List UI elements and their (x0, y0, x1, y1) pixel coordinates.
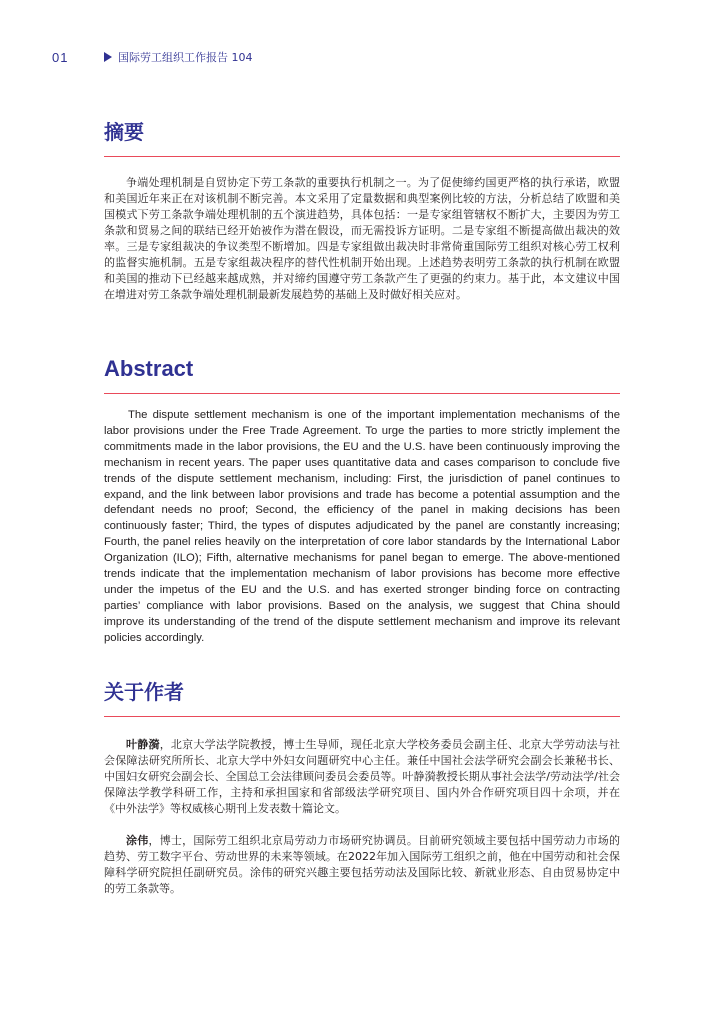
abstract-en-title: Abstract (104, 356, 194, 381)
abstract-zh-title: 摘要 (104, 120, 144, 144)
author-bio (104, 737, 620, 817)
abstract-zh-body: 争端处理机制是自贸协定下劳工条款的重要执行机制之一。为了促使缔约国更严格的执行承诺，欧盟和美国近年来正在对该机制不断完善。本文采用了定量数据和典型案例比较的方法，分析总结了欧盟和美国模式下劳工条款争端处理机制的五个演进趋势，具体包括：一是专家组管辖权不断扩大，主要因为劳工条款和贸易之间的联结已经开始被作为潜在假设，而无需投诉方证明。二是专家组不断提高做出裁决的效率。三是专家组裁决的争议类型不断增加。四是专家组做出裁决时非常倚重国际劳工组织对核心劳工权利的监督实施机制。五是专家组裁决程序的替代性机制开始出现。上述趋势表明劳工条款的执行机制在欧盟和美国的推动下已经越来越成熟，并对缔约国遵守劳工条款产生了更强的约束力。基于此，本文建议中国在增进对劳工条款争端处理机制最新发展趋势的基础上及时做好相关应对。 (104, 176, 620, 301)
section-divider (104, 156, 620, 157)
author-name: 叶静漪 (126, 738, 160, 751)
authors-section (104, 678, 620, 897)
page-number: 01 (52, 49, 69, 65)
abstract-zh-section (104, 118, 620, 303)
author-name: 涂伟 (126, 834, 149, 847)
abstract-en-section (104, 355, 620, 647)
triangle-bullet-icon (104, 52, 112, 62)
section-divider (104, 716, 620, 717)
authors-title: 关于作者 (104, 680, 184, 704)
author-bio-text: ，博士，国际劳工组织北京局劳动力市场研究协调员。目前研究领域主要包括中国劳动力市场的趋势、劳工数字平台、劳动世界的未来等领域。在2022年加入国际劳工组织之前，他在中国劳动和社会保障科学研究院担任副研究员。涂伟的研究兴趣主要包括劳动法及国际比较、新就业形态、自由贸易协定中的劳工条款等。 (104, 834, 621, 895)
running-header (52, 48, 253, 66)
running-title: 国际劳工组织工作报告 104 (118, 51, 253, 64)
author-bio-text: ，北京大学法学院教授，博士生导师，现任北京大学校务委员会副主任、北京大学劳动法与社会保障法研究所所长、北京大学中外妇女问题研究中心主任。兼任中国社会法学研究会副会长兼秘书长、中国妇女研究会副会长、全国总工会法律顾问委员会委员等。叶静漪教授长期从事社会法学/劳动法学/社会保障法学教学科研工作，主持和承担国家和省部级法学研究项目、国内外合作研究项目四十余项，并在《中外法学》等权威核心期刊上发表数十篇论文。 (104, 738, 621, 815)
abstract-en-body: The dispute settlement mechanism is one of the important implementation mechanisms of the labor provisions under the Free Trade Agreement. To urge the parties to more strictly implement the commitments made in the labor provisions, the EU and the U.S. have been continuously improving the mechanism in recent years. The paper uses quantitative data and cases comparison to conclude five trends of the dispute settlement mechanism, including: First, the jurisdiction of panel continues to expand, and the link between labor provisions and trade has become a potential assumption and the defendant needs no proof; Second, the efficiency of the panel in making decisions has been continuously faster; Third, the types of disputes adjudicated by the panel are constantly increasing; Fourth, the panel relies heavily on the interpretation of core labor standards by the International Labor Organization (ILO); Fifth, alternative mechanisms for panel began to emerge. The above-mentioned trends indicate that the implementation mechanism of labor provisions has become more effective under the impetus of the EU and the U.S. and has exerted stronger binding force on contracting parties’ compliance with labor provisions. Based on the analysis, we suggest that China should improve its understanding of the trend of the dispute settlement mechanism and improve its relevant policies accordingly. (104, 409, 620, 644)
section-divider (104, 393, 620, 394)
author-bio (104, 833, 620, 897)
